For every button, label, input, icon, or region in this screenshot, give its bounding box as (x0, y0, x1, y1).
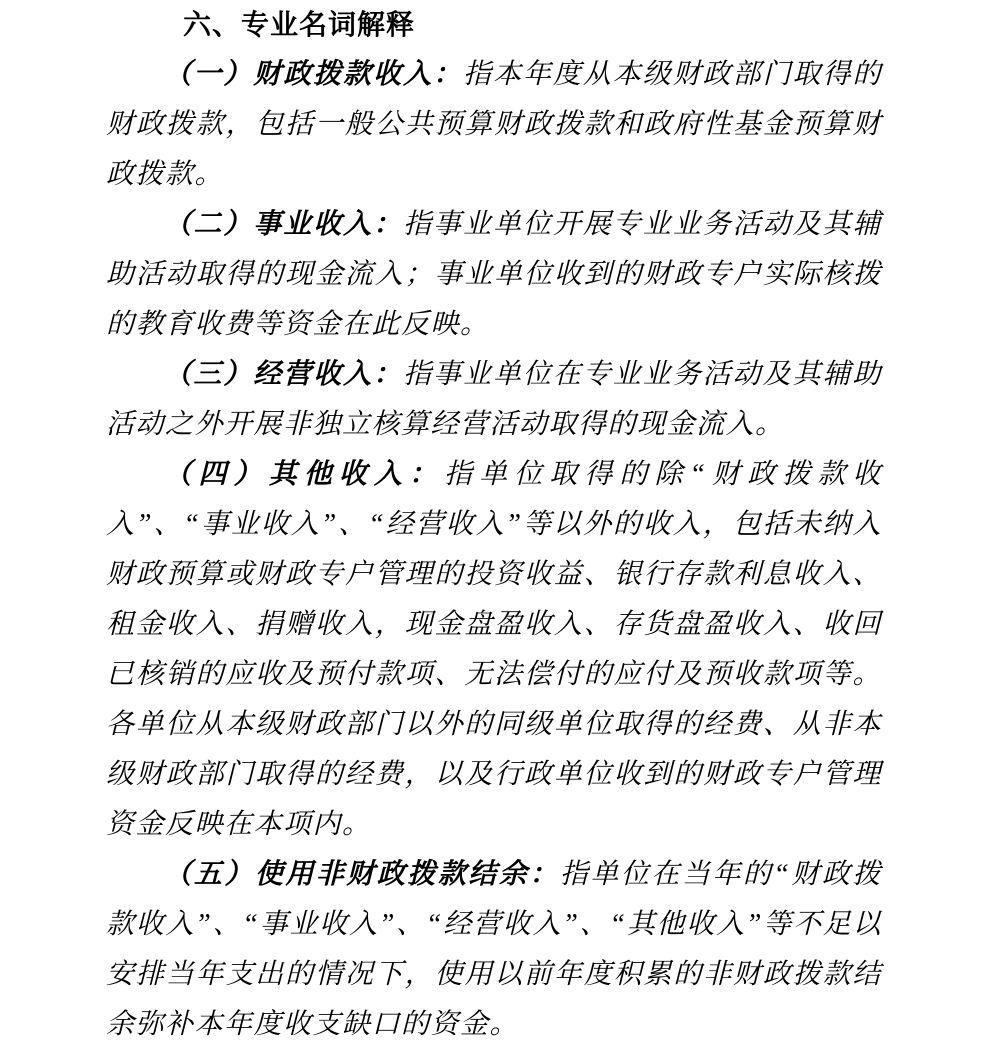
term-label: （二）事业收入： (163, 209, 404, 240)
term-definition: 指本年度从本级财政部门取得的财政拨款，包括一般公共预算财政拨款和政府性基金预算财政拨款。 (106, 59, 882, 190)
term-definition: 指事业单位开展专业业务活动及其辅助活动取得的现金流入；事业单位收到的财政专户实际核拨的教育收费等资金在此反映。 (106, 209, 882, 340)
term-definition: 指单位在当年的“财政拨款收入”、“事业收入”、“经营收入”、“其他收入”等不足以安排当年支出的情况下，使用以前年度积累的非财政拨款结余弥补本年度收支缺口的资金。 (106, 859, 882, 1040)
term-label: （五）使用非财政拨款结余： (163, 859, 560, 890)
glossary-entry-use-of-non-fiscal-surplus (106, 850, 882, 1043)
glossary-entry-fiscal-appropriation-income (106, 50, 882, 200)
section-heading: 六、专业名词解释 (183, 9, 416, 40)
term-label: （四）其他收入： (163, 459, 444, 490)
term-definition: 指事业单位在专业业务活动及其辅助活动之外开展非独立核算经营活动取得的现金流入。 (106, 359, 882, 440)
term-label: （三）经营收入： (163, 359, 404, 390)
glossary-entry-other-income (106, 450, 882, 850)
term-definition: 指单位取得的除“财政拨款收入”、“事业收入”、“经营收入”等以外的收入，包括未纳入财政预算或财政专户管理的投资收益、银行存款利息收入、租金收入、捐赠收入，现金盘盈收入、存货盘盈收入、收回已核销的应收及预付款项、无法偿付的应付及预收款项等。各单位从本级财政部门以外的同级单位取得的经费、从非本级财政部门取得的经费，以及行政单位收到的财政专户管理资金反映在本项内。 (106, 459, 882, 840)
glossary-entry-business-income (106, 350, 882, 450)
term-label: （一）财政拨款收入： (163, 59, 463, 90)
glossary-entry-operating-income-public-institution (106, 200, 882, 350)
